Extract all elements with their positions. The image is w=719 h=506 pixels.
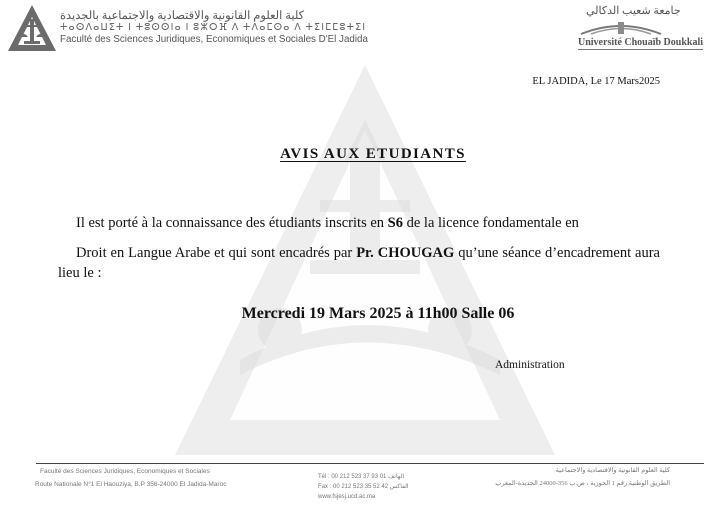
- faculty-name-arabic: كلية العلوم القانونية والاقتصادية والاجتماعية بالجديدة: [60, 10, 305, 22]
- notice-title: AVIS AUX ETUDIANTS: [280, 146, 466, 162]
- faculty-name-french: Faculté des Sciences Juridiques, Economiques et Sociales D'El Jadida: [60, 34, 368, 45]
- footer-tel: Tél : 00 212 523 37 93 01 الهاتف: [318, 474, 405, 480]
- footer-divider: [36, 463, 704, 464]
- professor-name: Pr. CHOUGAG: [356, 245, 455, 261]
- footer-contact: [318, 472, 409, 502]
- faculty-name-tifinagh: ⵜⴰⵙⴷⴰⵡⵉⵜ ⵏ ⵜⵓⵙⵙⵏⴰ ⵏ ⵓⵣⵔⴼ ⴷ ⵜⴷⴰⵎⵙⴰ ⴷ ⵜⵉⵏⵎⵎⵓⵜⵉⵏ: [60, 23, 367, 33]
- footer-address-arabic: الطريق الوطنية رقم 1 الحوزية ، ص.ب 356-24000 الجديدة-المغرب: [495, 480, 670, 487]
- university-name-arabic: جامعة شعيب الدكالي: [586, 5, 681, 17]
- footer-fax: Fax : 00 212 523 35 52 42 الفاكس: [318, 484, 409, 490]
- footer-faculty-name: Faculté des Sciences Juridiques, Economiques et Sociales: [40, 468, 210, 475]
- p2-text-c: qu’une séance d’encadrement aura lieu le :: [58, 245, 660, 281]
- p2-text-a: Droit en Langue Arabe et qui sont encadrés par: [76, 245, 357, 261]
- document-date: EL JADIDA, Le 17 Mars2025: [532, 76, 660, 87]
- signature-administration: Administration: [495, 359, 565, 371]
- university-name-french: Université Chouaïb Doukkali: [578, 37, 704, 48]
- footer-faculty-name-arabic: كلية العلوم القانونية والاقتصادية والاجتماعية: [555, 467, 670, 474]
- meeting-datetime: Mercredi 19 Mars 2025 à 11h00 Salle 06: [241, 305, 515, 322]
- notice-paragraph-2: [58, 244, 660, 283]
- university-logo: [576, 16, 666, 38]
- faculty-logo: [6, 3, 58, 53]
- notice-paragraph-1: [58, 214, 660, 234]
- footer-website: www.fsjesj.ucd.ac.ma: [318, 494, 376, 500]
- footer-address: Route Nationale N°1 El Haouziya, B.P 356-24000 El Jadida-Maroc: [35, 481, 227, 488]
- semester-label: S6: [387, 215, 403, 231]
- p1-text-c: de la licence fondamentale en: [402, 215, 579, 231]
- p1-text-a: Il est porté à la connaissance des étudiants inscrits en: [76, 215, 388, 231]
